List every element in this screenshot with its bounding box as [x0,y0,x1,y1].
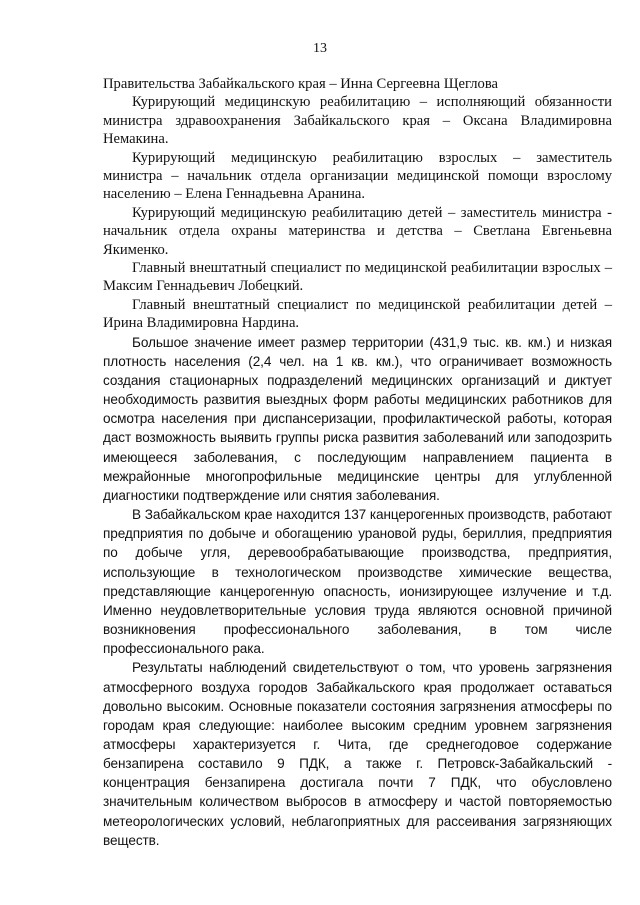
paragraph-carcinogenic-production: В Забайкальском крае находится 137 канцерогенных производств, работают предприятия по добыче и обогащению урановой руды, бериллия, предприятия по добыче угля, деревообрабатывающие производства, предприятия, использующие в технологическом производстве химические вещества, представляющие канцерогенную опасность, ионизирующее излучение и т.д. Именно неудовлетворительные условия труда являются основной причиной возникновения профессионального заболевания, в том числе профессионального рака. [103,507,612,657]
page-number: 13 [313,41,327,56]
paragraph-child-rehab-supervisor: Курирующий медицинскую реабилитацию детей – заместитель министра - начальник отдела охраны материнства и детства – Светлана Евгеньевна Якименко. [103,204,612,258]
body-text [103,75,612,850]
paragraph-chief-child-specialist: Главный внештатный специалист по медицинской реабилитации детей – Ирина Владимировна Нардина. [103,296,612,332]
paragraph-government-line: Правительства Забайкальского края – Инна Сергеевна Щеглова [103,76,499,92]
paragraph-adult-rehab-supervisor: Курирующий медицинскую реабилитацию взрослых – заместитель министра – начальник отдела организации медицинской помощи взрослому населению – Елена Геннадьевна Аранина. [103,149,612,203]
paragraph-chief-adult-specialist: Главный внештатный специалист по медицинской реабилитации взрослых – Максим Геннадьевич Лобецкий. [103,260,612,295]
paragraph-rehab-supervisor: Курирующий медицинскую реабилитацию – исполняющий обязанности министра здравоохранения Забайкальского края – Оксана Владимировна Немакина. [103,94,612,148]
paragraph-air-pollution: Результаты наблюдений свидетельствуют о том, что уровень загрязнения атмосферного воздуха городов Забайкальского края продолжает оставаться довольно высоким. Основные показатели состояния загрязнения атмосферы по городам края следующие: наиболее высоким средним уровнем загрязнения атмосферы характеризуется г. Чита, где среднегодовое содержание бензапирена составило 9 ПДК, а также г. Петровск-Забайкальский - концентрация бензапирена достигала почти 7 ПДК, что обусловлено значительным количеством выбросов в атмосферу и частой повторяемостью метеорологических условий, неблагоприятных для рассеивания загрязняющих веществ. [103,660,612,848]
paragraph-territory: Большое значение имеет размер территории (431,9 тыс. кв. км.) и низкая плотность населения (2,4 чел. на 1 кв. км.), что ограничивает возможность создания стационарных подразделений медицинских организаций и диктует необходимость развития выездных форм работы медицинских работников для осмотра населения при диспансеризации, профилактической работы, которая даст возможность выявить группы риска развития заболеваний или заподозрить имеющееся заболевания, с последующим направлением пациента в межрайонные многопрофильные медицинские центры для углубленной диагностики подтверждение или снятия заболевания. [103,334,612,503]
